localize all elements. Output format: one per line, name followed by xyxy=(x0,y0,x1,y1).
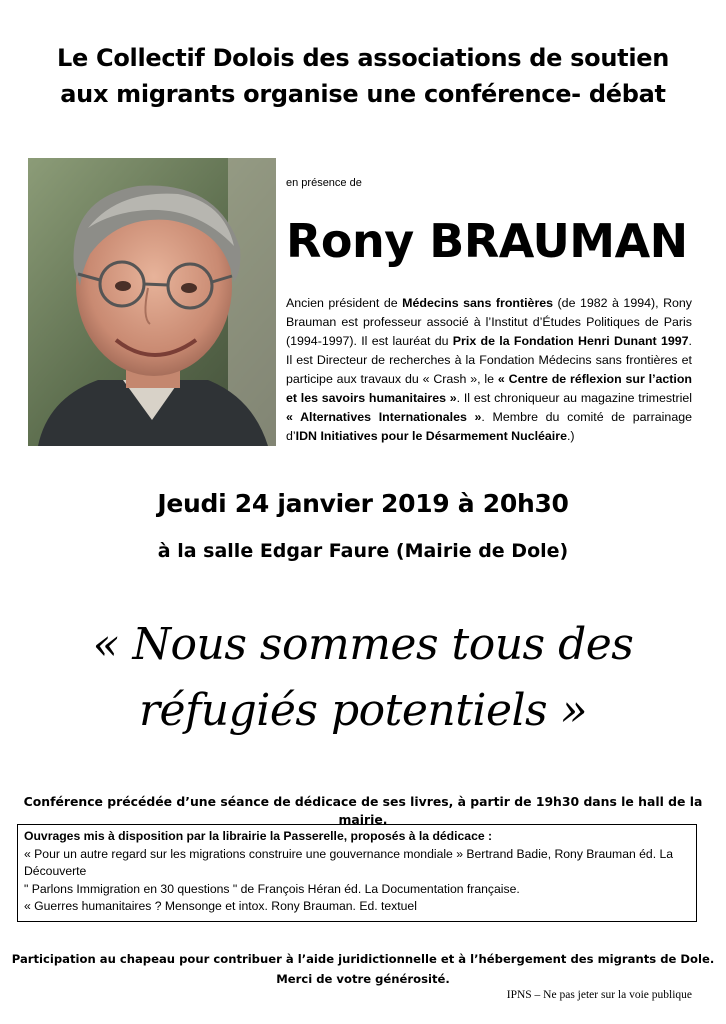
ipns-notice: IPNS – Ne pas jeter sur la voie publique xyxy=(506,989,692,1001)
title-line-2: réfugiés potentiels » xyxy=(138,685,588,736)
bio-segment: . Il est chroniqueur au magazine trimestriel xyxy=(456,391,692,405)
header-line-1: Le Collectif Dolois des associations de soutien xyxy=(56,44,670,72)
bio-segment: Ancien président de xyxy=(286,296,403,310)
bio-bold-segment: Médecins sans frontières xyxy=(402,296,554,310)
participation-line-2: Merci de votre générosité. xyxy=(276,972,450,986)
title-line-1: « Nous sommes tous des xyxy=(92,619,634,670)
bio-bold-segment: Prix de la Fondation Henri Dunant 1997 xyxy=(452,334,689,348)
bio-bold-segment: « Alternatives Internationales » xyxy=(286,410,482,424)
conference-title xyxy=(0,612,726,744)
event-header xyxy=(0,40,726,112)
event-date: Jeudi 24 janvier 2019 à 20h30 xyxy=(157,489,569,518)
book-item: « Pour un autre regard sur les migrations construire une gouvernance mondiale » Bertrand Badie, Rony Brauman éd. La Découverte xyxy=(24,846,674,878)
event-venue: à la salle Edgar Faure (Mairie de Dole) xyxy=(157,540,569,562)
bio-segment: (de 1982 à 1994), Rony Brauman est professeur associé à l’Institut d’Études Politiques de Paris (1994-1997). Il est lauréat du xyxy=(286,296,693,348)
bio-segment: . Il est Directeur de recherches à la Fondation Médecins sans frontières et participe aux travaux du « Crash », le xyxy=(286,334,692,386)
presence-label: en présence de xyxy=(286,177,362,189)
books-heading: Ouvrages mis à disposition par la librairie la Passerelle, proposés à la dédicace : xyxy=(24,829,493,843)
speaker-photo xyxy=(28,158,276,446)
header-line-2: aux migrants organise une conférence- débat xyxy=(60,80,666,108)
participation-notice xyxy=(0,949,726,989)
book-item: " Parlons Immigration en 30 questions " de François Héran éd. La Documentation française. xyxy=(24,881,520,896)
book-item: « Guerres humanitaires ? Mensonge et intox. Rony Brauman. Ed. textuel xyxy=(24,899,417,913)
bio-bold-segment: « Centre de réflexion sur l’action et les savoirs humanitaires » xyxy=(286,372,693,405)
books-box xyxy=(17,824,697,922)
bio-segment: . Membre du comité de parrainage d’ xyxy=(286,410,692,443)
speaker-name: Rony BRAUMAN xyxy=(286,214,688,268)
speaker-bio xyxy=(286,294,692,446)
bio-bold-segment: IDN Initiatives pour le Désarmement Nucléaire xyxy=(295,429,567,443)
bio-segment: .) xyxy=(566,429,575,443)
participation-line-1: Participation au chapeau pour contribuer à l’aide juridictionnelle et à l’hébergement des migrants de Dole. xyxy=(11,952,715,966)
signing-notice: Conférence précédée d’une séance de dédicace de ses livres, à partir de 19h30 dans le hall de la mairie. xyxy=(23,794,703,827)
portrait-photo-icon xyxy=(28,158,276,446)
